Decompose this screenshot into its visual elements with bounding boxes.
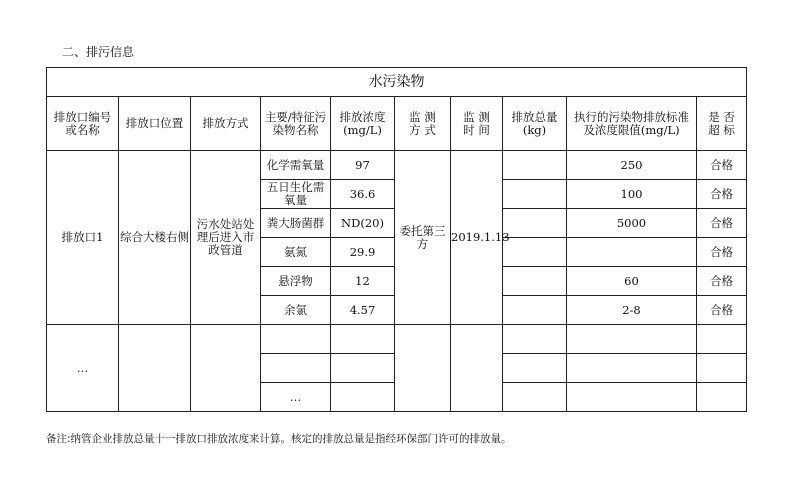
concentration: 36.6 [331,180,395,209]
discharge-method: 污水处站处 理后进入市 政管道 [191,151,261,325]
extra-cell [503,325,567,354]
ellipsis-left: … [47,325,119,412]
section-title: 二、排污信息 [62,45,135,59]
footnote: 备注:纳管企业排放总量十一排放口排放浓度来计算。核定的排放总量是指经环保部门许可的排放量。 [46,433,512,445]
pollutant-name: 氨氮 [261,238,331,267]
total-amount [503,267,567,296]
extra-cell [503,354,567,383]
standard-limit: 2-8 [567,296,697,325]
ellipsis-pollutant: … [261,383,331,412]
concentration: 12 [331,267,395,296]
concentration: ND(20) [331,209,395,238]
standard-limit: 5000 [567,209,697,238]
pollutant-name: 化学需氧量 [261,151,331,180]
column-header: 执行的污染物排放标准 及浓度限值(mg/L) [567,97,697,151]
extra-method [191,325,261,412]
extra-monitor-date [451,325,503,412]
pollutant-name: 余氯 [261,296,331,325]
column-header: 排放方式 [191,97,261,151]
standard-limit [567,238,697,267]
extra-cell [697,383,747,412]
column-header: 排放浓度 (mg/L) [331,97,395,151]
column-header: 排放总量 (kg) [503,97,567,151]
header-row [47,97,747,151]
column-header: 监 测 方 式 [395,97,451,151]
exceed-status: 合格 [697,267,747,296]
extra-cell [567,325,697,354]
exceed-status: 合格 [697,151,747,180]
total-amount [503,180,567,209]
extra-cell [567,354,697,383]
pollutant-name: 粪大肠菌群 [261,209,331,238]
column-header: 排放口位置 [119,97,191,151]
extra-row [47,325,747,354]
concentration: 97 [331,151,395,180]
extra-cell [261,325,331,354]
exceed-status: 合格 [697,180,747,209]
extra-cell [697,354,747,383]
column-header: 排放口编号 或名称 [47,97,119,151]
standard-limit: 100 [567,180,697,209]
total-amount [503,209,567,238]
exceed-status: 合格 [697,296,747,325]
exceed-status: 合格 [697,238,747,267]
extra-cell [331,383,395,412]
standard-limit: 60 [567,267,697,296]
monitoring-method: 委托第三 方 [395,151,451,325]
data-body [47,151,747,325]
monitoring-date: 2019.1.13 [451,151,503,325]
standard-limit: 250 [567,151,697,180]
extra-cell [331,325,395,354]
column-header: 主要/特征污 染物名称 [261,97,331,151]
exceed-status: 合格 [697,209,747,238]
column-header: 是 否 超 标 [697,97,747,151]
total-amount [503,238,567,267]
extra-cell [261,354,331,383]
extra-monitor-method [395,325,451,412]
water-pollutant-table [46,67,747,412]
table-caption: 水污染物 [47,68,747,97]
column-header: 监 测 时 间 [451,97,503,151]
extra-location [119,325,191,412]
pollutant-name: 悬浮物 [261,267,331,296]
concentration: 29.9 [331,238,395,267]
table-row [47,151,747,180]
extra-cell [503,383,567,412]
concentration: 4.57 [331,296,395,325]
pollutant-name: 五日生化需 氧量 [261,180,331,209]
extra-cell [697,325,747,354]
total-amount [503,296,567,325]
total-amount [503,151,567,180]
outlet-location: 综合大楼右侧 [119,151,191,325]
extra-cell [331,354,395,383]
outlet-id: 排放口1 [47,151,119,325]
extra-cell [567,383,697,412]
